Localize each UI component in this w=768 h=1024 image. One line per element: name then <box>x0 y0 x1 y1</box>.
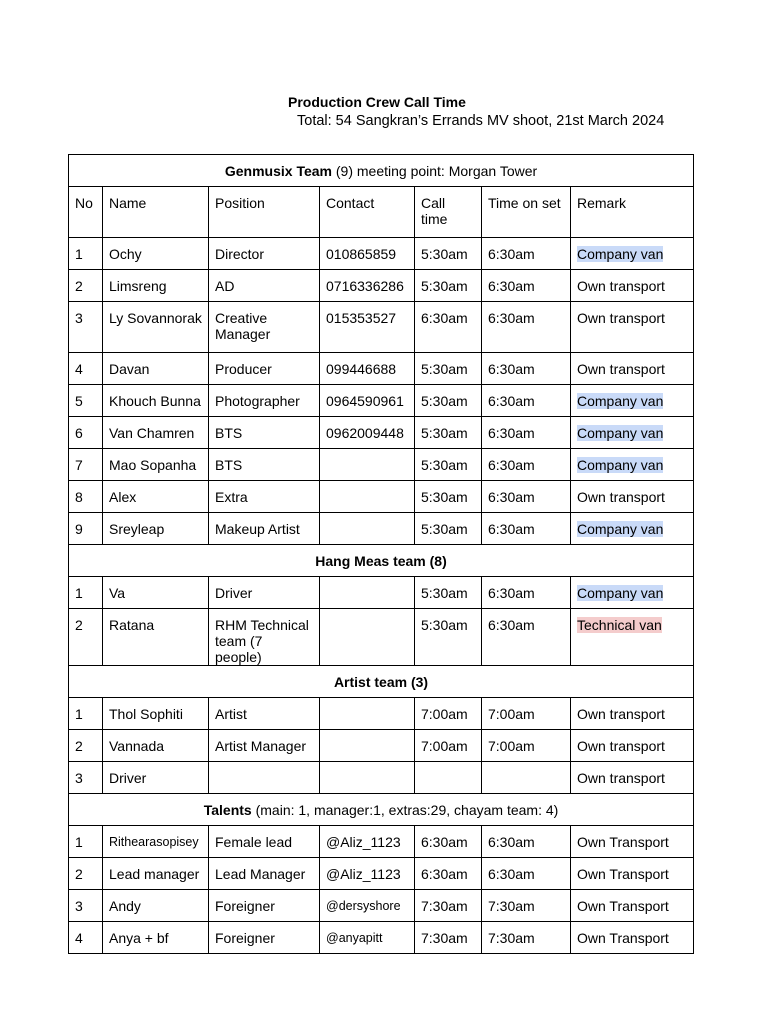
cell-remark <box>571 417 694 449</box>
section-detail: (main: 1, manager:1, extras:29, chayam team: 4) <box>251 802 559 818</box>
remark-highlight: Company van <box>577 246 664 262</box>
cell-no: 1 <box>69 577 103 609</box>
cell-call-time: 6:30am <box>415 826 482 858</box>
cell-no: 9 <box>69 513 103 545</box>
document-title: Production Crew Call Time <box>288 94 466 110</box>
table-row <box>69 858 694 890</box>
cell-position: Extra <box>209 481 320 513</box>
cell-call-time: 5:30am <box>415 449 482 481</box>
cell-call-time: 5:30am <box>415 513 482 545</box>
cell-time-on-set: 6:30am <box>482 385 571 417</box>
cell-position: Female lead <box>209 826 320 858</box>
table-row <box>69 922 694 954</box>
cell-position: Lead Manager <box>209 858 320 890</box>
cell-no: 3 <box>69 302 103 353</box>
cell-call-time: 5:30am <box>415 385 482 417</box>
cell-position: Artist Manager <box>209 730 320 762</box>
table-row <box>69 270 694 302</box>
cell-remark <box>571 385 694 417</box>
cell-position <box>209 762 320 794</box>
cell-contact: @dersyshore <box>320 890 415 922</box>
cell-remark: Own Transport <box>571 826 694 858</box>
cell-time-on-set: 6:30am <box>482 858 571 890</box>
table-row <box>69 890 694 922</box>
cell-position: Director <box>209 238 320 270</box>
cell-name: Thol Sophiti <box>103 698 209 730</box>
cell-remark: Own transport <box>571 730 694 762</box>
cell-call-time: 6:30am <box>415 858 482 890</box>
cell-position: Foreigner <box>209 890 320 922</box>
table-row <box>69 353 694 385</box>
cell-contact: 099446688 <box>320 353 415 385</box>
cell-position: BTS <box>209 417 320 449</box>
cell-call-time: 5:30am <box>415 609 482 666</box>
cell-call-time: 5:30am <box>415 577 482 609</box>
cell-time-on-set: 6:30am <box>482 238 571 270</box>
cell-call-time: 6:30am <box>415 302 482 353</box>
cell-call-time: 7:00am <box>415 730 482 762</box>
cell-call-time <box>415 762 482 794</box>
cell-no: 8 <box>69 481 103 513</box>
remark-highlight: Company van <box>577 393 664 409</box>
header-name: Name <box>103 187 209 238</box>
cell-contact <box>320 609 415 666</box>
table-row <box>69 826 694 858</box>
remark-highlight: Technical van <box>577 617 662 633</box>
cell-no: 5 <box>69 385 103 417</box>
cell-name: Davan <box>103 353 209 385</box>
cell-time-on-set: 6:30am <box>482 449 571 481</box>
cell-call-time: 5:30am <box>415 238 482 270</box>
cell-position: Makeup Artist <box>209 513 320 545</box>
cell-contact: 015353527 <box>320 302 415 353</box>
table-row <box>69 730 694 762</box>
header-remark: Remark <box>571 187 694 238</box>
cell-name: Ochy <box>103 238 209 270</box>
cell-remark: Own Transport <box>571 858 694 890</box>
cell-remark <box>571 449 694 481</box>
cell-name: Lead manager <box>103 858 209 890</box>
cell-contact: @Aliz_1123 <box>320 826 415 858</box>
cell-name: Limsreng <box>103 270 209 302</box>
cell-position: Artist <box>209 698 320 730</box>
section-header-genmusix <box>69 155 694 187</box>
cell-remark <box>571 238 694 270</box>
cell-name: Vannada <box>103 730 209 762</box>
cell-time-on-set <box>482 762 571 794</box>
cell-time-on-set: 6:30am <box>482 302 571 353</box>
cell-time-on-set: 7:30am <box>482 922 571 954</box>
cell-contact: 0964590961 <box>320 385 415 417</box>
cell-contact: @Aliz_1123 <box>320 858 415 890</box>
cell-contact: 0716336286 <box>320 270 415 302</box>
cell-position: BTS <box>209 449 320 481</box>
cell-no: 1 <box>69 238 103 270</box>
cell-time-on-set: 6:30am <box>482 609 571 666</box>
table-row <box>69 238 694 270</box>
cell-no: 3 <box>69 762 103 794</box>
cell-no: 6 <box>69 417 103 449</box>
cell-time-on-set: 6:30am <box>482 417 571 449</box>
cell-no: 1 <box>69 698 103 730</box>
cell-name: Sreyleap <box>103 513 209 545</box>
cell-time-on-set: 6:30am <box>482 270 571 302</box>
cell-call-time: 5:30am <box>415 417 482 449</box>
document-subtitle: Total: 54 Sangkran’s Errands MV shoot, 21st March 2024 <box>297 113 665 129</box>
cell-time-on-set: 7:00am <box>482 730 571 762</box>
cell-no: 2 <box>69 858 103 890</box>
header-no: No <box>69 187 103 238</box>
cell-name: Driver <box>103 762 209 794</box>
cell-name: Andy <box>103 890 209 922</box>
cell-contact: @anyapitt <box>320 922 415 954</box>
cell-no: 2 <box>69 270 103 302</box>
remark-highlight: Company van <box>577 425 664 441</box>
section-title: Hang Meas team (8) <box>315 553 447 569</box>
table-row <box>69 302 694 353</box>
header-call-time: Call time <box>415 187 482 238</box>
cell-contact: 010865859 <box>320 238 415 270</box>
cell-name: Ratana <box>103 609 209 666</box>
cell-time-on-set: 7:00am <box>482 698 571 730</box>
cell-no: 3 <box>69 890 103 922</box>
header-time-on-set: Time on set <box>482 187 571 238</box>
table-row <box>69 698 694 730</box>
cell-contact <box>320 698 415 730</box>
cell-call-time: 5:30am <box>415 270 482 302</box>
cell-call-time: 7:30am <box>415 890 482 922</box>
cell-contact <box>320 730 415 762</box>
cell-remark: Own transport <box>571 762 694 794</box>
cell-position: Creative Manager <box>209 302 320 353</box>
header-position: Position <box>209 187 320 238</box>
cell-position: AD <box>209 270 320 302</box>
section-title: Genmusix Team <box>224 163 332 179</box>
cell-contact <box>320 513 415 545</box>
table-header-row <box>69 187 694 238</box>
section-title: Artist team (3) <box>333 674 429 690</box>
cell-no: 4 <box>69 353 103 385</box>
cell-time-on-set: 6:30am <box>482 353 571 385</box>
section-detail: (9) meeting point: Morgan Tower <box>331 163 538 179</box>
remark-highlight: Company van <box>577 521 664 537</box>
cell-time-on-set: 6:30am <box>482 513 571 545</box>
cell-time-on-set: 6:30am <box>482 826 571 858</box>
cell-no: 2 <box>69 609 103 666</box>
table-row <box>69 481 694 513</box>
table-row <box>69 417 694 449</box>
cell-name: Van Chamren <box>103 417 209 449</box>
cell-position: RHM Technical team (7 people) <box>209 609 320 666</box>
cell-no: 4 <box>69 922 103 954</box>
cell-time-on-set: 7:30am <box>482 890 571 922</box>
table-row <box>69 609 694 666</box>
cell-call-time: 7:30am <box>415 922 482 954</box>
remark-highlight: Company van <box>577 457 664 473</box>
cell-name: Alex <box>103 481 209 513</box>
cell-no: 7 <box>69 449 103 481</box>
cell-contact <box>320 762 415 794</box>
section-header-hang-meas <box>69 545 694 577</box>
cell-remark <box>571 577 694 609</box>
cell-contact <box>320 577 415 609</box>
section-title: Talents <box>203 802 252 818</box>
remark-highlight: Company van <box>577 585 664 601</box>
cell-no: 1 <box>69 826 103 858</box>
cell-call-time: 5:30am <box>415 481 482 513</box>
cell-position: Foreigner <box>209 922 320 954</box>
cell-call-time: 7:00am <box>415 698 482 730</box>
cell-position: Driver <box>209 577 320 609</box>
table-row <box>69 762 694 794</box>
cell-remark: Own transport <box>571 270 694 302</box>
table-row <box>69 513 694 545</box>
cell-contact: 0962009448 <box>320 417 415 449</box>
cell-remark <box>571 513 694 545</box>
section-header-artist-team <box>69 666 694 698</box>
cell-remark: Own transport <box>571 302 694 353</box>
crew-call-table <box>68 154 694 954</box>
cell-name: Mao Sopanha <box>103 449 209 481</box>
cell-contact <box>320 449 415 481</box>
cell-remark: Own Transport <box>571 922 694 954</box>
cell-no: 2 <box>69 730 103 762</box>
cell-call-time: 5:30am <box>415 353 482 385</box>
cell-contact <box>320 481 415 513</box>
header-contact: Contact <box>320 187 415 238</box>
cell-position: Photographer <box>209 385 320 417</box>
table-row <box>69 577 694 609</box>
cell-name: Rithearasopisey <box>103 826 209 858</box>
cell-name: Khouch Bunna <box>103 385 209 417</box>
cell-time-on-set: 6:30am <box>482 481 571 513</box>
cell-position: Producer <box>209 353 320 385</box>
cell-name: Anya + bf <box>103 922 209 954</box>
cell-name: Va <box>103 577 209 609</box>
table-row <box>69 449 694 481</box>
table-row <box>69 385 694 417</box>
cell-name: Ly Sovannorak <box>103 302 209 353</box>
section-header-talents <box>69 794 694 826</box>
cell-remark: Own transport <box>571 353 694 385</box>
cell-remark: Own transport <box>571 698 694 730</box>
cell-remark: Own transport <box>571 481 694 513</box>
cell-remark: Own Transport <box>571 890 694 922</box>
cell-remark <box>571 609 694 666</box>
cell-time-on-set: 6:30am <box>482 577 571 609</box>
